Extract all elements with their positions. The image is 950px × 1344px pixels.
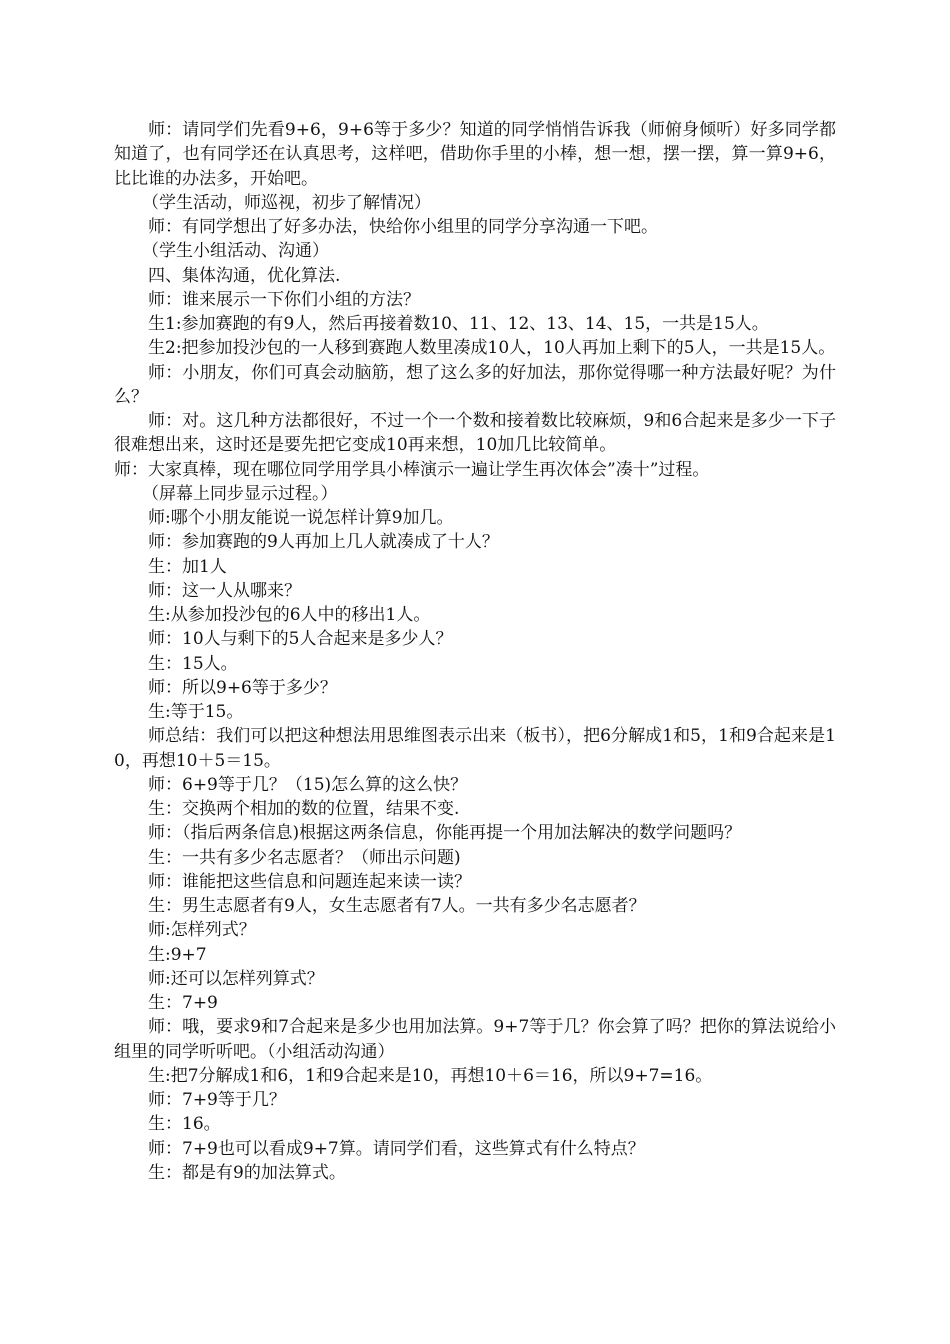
paragraph: 师：对。这几种方法都很好，不过一个一个数和接着数比较麻烦，9和6合起来是多少一下子很难想出来，这时还是要先把它变成10再来想，10加几比较简单。: [114, 411, 836, 456]
paragraph: 生:把7分解成1和6，1和9合起来是10，再想10＋6＝16，所以9+7=16。: [148, 1065, 713, 1086]
section-heading: 四、集体沟通，优化算法.: [148, 265, 341, 286]
paragraph: 师：参加赛跑的9人再加上几人就凑成了十人？: [148, 532, 499, 553]
paragraph: 师：大家真棒，现在哪位同学用学具小棒演示一遍让学生再次体会”凑十”过程。: [114, 459, 710, 480]
paragraph: 师：请同学们先看9+6，9+6等于多少？知道的同学悄悄告诉我（师俯身倾听）好多同学都知道了，也有同学还在认真思考，这样吧，借助你手里的小棒，想一想，摆一摆，算一算9+6，比比谁的办法多，开始吧。: [114, 120, 836, 189]
paragraph: （屏幕上同步显示过程。）: [142, 483, 338, 504]
paragraph: 师：这一人从哪来？: [148, 580, 301, 601]
paragraph: 生:等于15。: [148, 702, 244, 722]
paragraph: 师总结：我们可以把这种想法用思维图表示出来（板书），把6分解成1和5，1和9合起来是10，再想10＋5＝15。: [114, 726, 836, 771]
paragraph: 生：交换两个相加的数的位置，结果不变.: [148, 799, 460, 819]
document-body: [114, 118, 836, 1185]
paragraph: 生1:参加赛跑的有9人，然后再接着数10、11、12、13、14、15，一共是15人。: [148, 314, 769, 334]
paragraph: 师:怎样列式？: [148, 920, 256, 941]
paragraph: 生2:把参加投沙包的一人移到赛跑人数里凑成10人，10人再加上剩下的5人，一共是15人。: [148, 338, 836, 359]
paragraph: 生：男生志愿者有9人，女生志愿者有7人。一共有多少名志愿者？: [148, 896, 646, 916]
paragraph: （学生小组活动、沟通）: [142, 241, 329, 262]
paragraph: 生：7+9: [148, 993, 218, 1013]
paragraph: 师：谁来展示一下你们小组的方法？: [148, 289, 420, 310]
paragraph: 师：小朋友，你们可真会动脑筋，想了这么多的好加法，那你觉得哪一种方法最好呢？为什么？: [114, 362, 836, 407]
paragraph: 师:还可以怎样列算式？: [148, 968, 324, 989]
paragraph: 生:从参加投沙包的6人中的移出1人。: [148, 605, 431, 625]
paragraph: 师：6+9等于几？（15)怎么算的这么快？: [148, 774, 468, 795]
paragraph: 生：15人。: [148, 653, 238, 674]
paragraph: 生：一共有多少名志愿者？（师出示问题): [148, 847, 461, 868]
paragraph: 师：7+9也可以看成9+7算。请同学们看，这些算式有什么特点？: [148, 1138, 645, 1159]
paragraph: 师：哦，要求9和7合起来是多少也用加法算。9+7等于几？你会算了吗？把你的算法说给小组里的同学听听吧。（小组活动沟通）: [114, 1017, 836, 1062]
paragraph: 生:9+7: [148, 944, 207, 965]
paragraph: 生：16。: [148, 1114, 221, 1135]
paragraph: 师：10人与剩下的5人合起来是多少人？: [148, 629, 453, 650]
paragraph: 师：谁能把这些信息和问题连起来读一读？: [148, 871, 471, 892]
paragraph: 生：加1人: [148, 556, 227, 577]
paragraph: 师：有同学想出了好多办法，快给你小组里的同学分享沟通一下吧。: [148, 217, 658, 237]
paragraph: （学生活动，师巡视，初步了解情况）: [142, 192, 431, 213]
paragraph: 生：都是有9的加法算式。: [148, 1162, 346, 1183]
paragraph: 师：所以9+6等于多少？: [148, 677, 337, 698]
paragraph: 师：（指后两条信息)根据这两条信息，你能再提一个用加法解决的数学问题吗？: [148, 823, 742, 844]
paragraph: 师:哪个小朋友能说一说怎样计算9加几。: [148, 508, 454, 528]
paragraph: 师：7+9等于几？: [148, 1090, 286, 1110]
